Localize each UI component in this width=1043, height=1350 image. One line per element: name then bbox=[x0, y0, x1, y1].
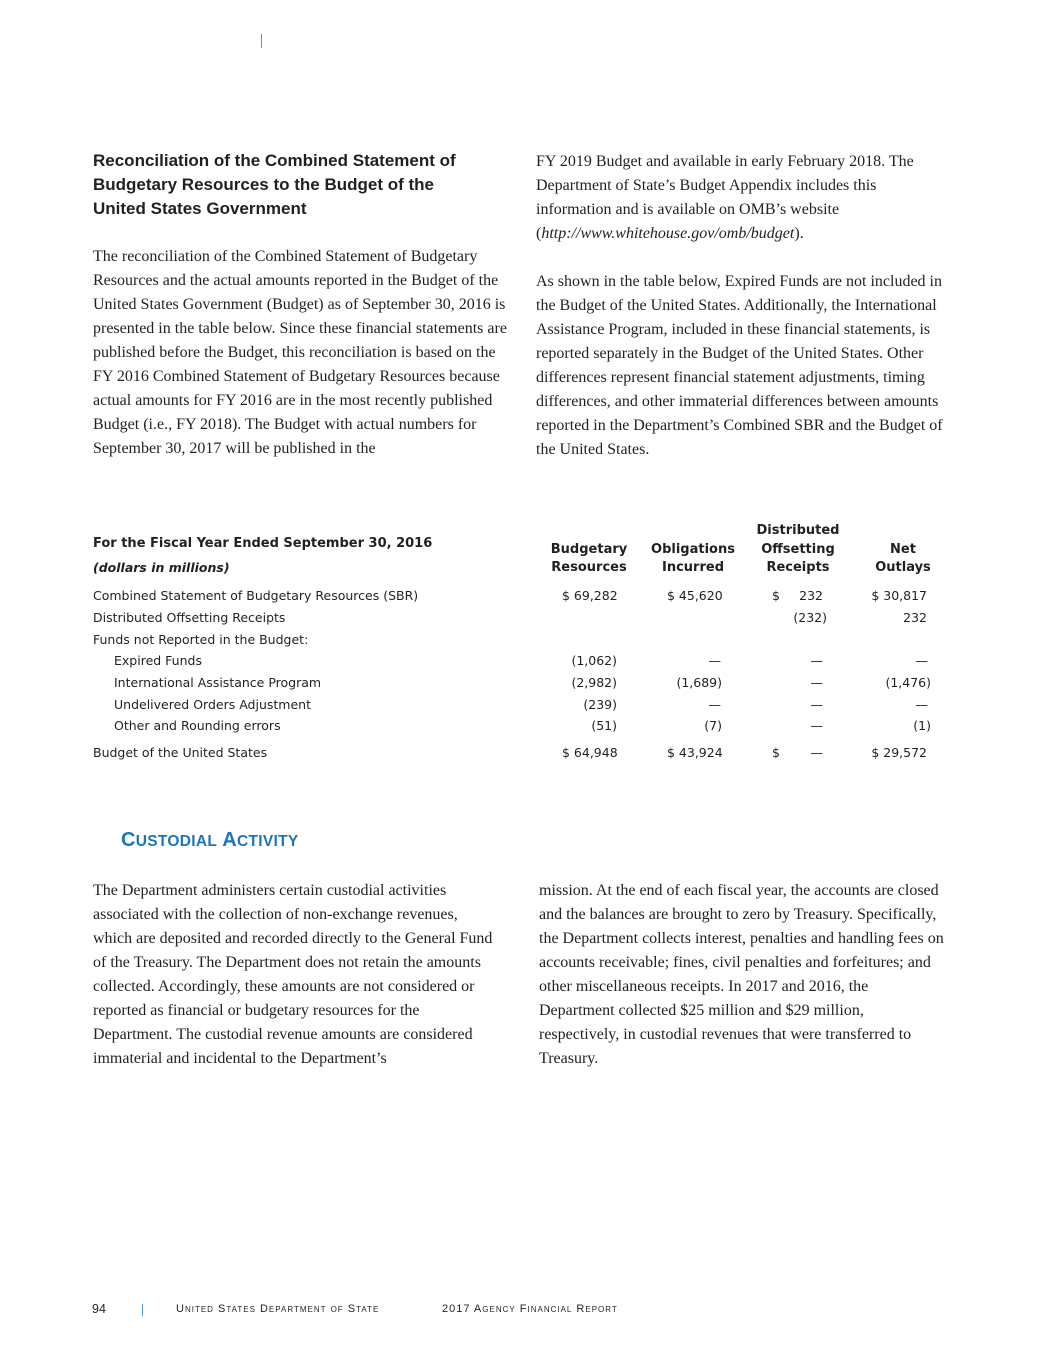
title-initial: A bbox=[222, 829, 237, 851]
table-row bbox=[93, 697, 953, 718]
row-label: Budget of the United States bbox=[93, 745, 268, 760]
distributed-offsetting-value: — bbox=[810, 675, 823, 690]
title-initial: C bbox=[121, 829, 136, 851]
obligations-incurred-value: (1,689) bbox=[676, 675, 722, 690]
column-header-line: Budgetary bbox=[550, 541, 628, 557]
reconciliation-right-column bbox=[536, 150, 954, 462]
column-header-line: Receipts bbox=[766, 560, 830, 575]
column-header-line bbox=[534, 522, 644, 541]
distributed-offsetting-value: — bbox=[810, 653, 823, 668]
page-number: 94 bbox=[92, 1302, 106, 1316]
custodial-right-paragraph: mission. At the end of each fiscal year, the accounts are closed and the balances are brought to zero by Treasury. Specifically, the Department collects interest, penalties and handling fees on accounts receivable; fines, civil penalties and forfeitures; and other miscellaneous receipts. In 2017 and 2016, the Department collected $25 million and $29 million, respectively, in custodial revenues that were transferred to Treasury. bbox=[539, 882, 944, 1067]
row-label: Combined Statement of Budgetary Resources (SBR) bbox=[93, 588, 419, 603]
dollar-sign: $ bbox=[772, 745, 780, 760]
column-header-net-outlays bbox=[848, 522, 958, 578]
distributed-offsetting-value: 232 bbox=[799, 588, 823, 603]
net-outlays-value: $ 29,572 bbox=[871, 745, 927, 760]
header-rule-mark bbox=[261, 34, 262, 48]
budgetary-resources-value: $ 69,282 bbox=[562, 588, 618, 603]
column-header-budgetary-resources bbox=[534, 522, 644, 578]
paragraph-text: FY 2019 Budget and available in early February 2018. The Department of State’s Budget Appendix includes this information and is available on OMB’s website ( bbox=[536, 153, 914, 242]
footer-divider bbox=[142, 1304, 143, 1316]
distributed-offsetting-value: — bbox=[810, 745, 823, 760]
column-header-line: Obligations bbox=[651, 541, 735, 557]
custodial-left-paragraph: The Department administers certain custodial activities associated with the collection of non-exchange revenues, which are deposited and recorded directly to the General Fund of the Treasury. The Department does not retain the amounts collected. Accordingly, these amounts are not considered or reported as financial or budgetary resources for the Department. The custodial revenue amounts are considered immaterial and incidental to the Department’s bbox=[93, 882, 493, 1067]
obligations-incurred-value: — bbox=[708, 653, 721, 668]
column-header-obligations-incurred bbox=[638, 522, 748, 578]
paragraph-text: ). bbox=[794, 225, 804, 242]
page-footer bbox=[0, 1302, 1043, 1318]
net-outlays-value: (1,476) bbox=[885, 675, 931, 690]
table-row bbox=[93, 675, 953, 696]
table-row bbox=[93, 653, 953, 674]
footer-report-title: 2017 Agency Financial Report bbox=[442, 1303, 618, 1315]
obligations-incurred-value: $ 43,924 bbox=[667, 745, 723, 760]
footer-department: United States Department of State bbox=[176, 1303, 380, 1315]
dollar-sign: $ bbox=[772, 588, 780, 603]
net-outlays-value: — bbox=[915, 697, 928, 712]
column-header-line bbox=[638, 522, 748, 541]
column-header-distributed-offsetting-receipts bbox=[743, 522, 853, 578]
net-outlays-value: $ 30,817 bbox=[871, 588, 927, 603]
table-row bbox=[93, 745, 953, 766]
table-title: For the Fiscal Year Ended September 30, 2016 bbox=[93, 536, 433, 551]
column-header-line: Offsetting bbox=[761, 541, 835, 557]
title-rest: USTODIAL bbox=[135, 833, 218, 850]
budgetary-resources-value: $ 64,948 bbox=[562, 745, 618, 760]
budgetary-resources-value: (239) bbox=[583, 697, 617, 712]
row-label: Expired Funds bbox=[114, 653, 202, 668]
distributed-offsetting-value: — bbox=[810, 718, 823, 733]
budgetary-resources-value: (1,062) bbox=[571, 653, 617, 668]
obligations-incurred-value: — bbox=[708, 697, 721, 712]
column-header-line bbox=[848, 522, 958, 541]
table-row bbox=[93, 610, 953, 631]
row-label: Distributed Offsetting Receipts bbox=[93, 610, 286, 625]
column-header-line: Incurred bbox=[662, 560, 724, 575]
obligations-incurred-value: (7) bbox=[704, 718, 722, 733]
reconciliation-heading: Reconciliation of the Combined Statement of Budgetary Resources to the Budget of the United States Government bbox=[93, 151, 456, 218]
reconciliation-right-paragraph-1 bbox=[536, 150, 936, 246]
table-row bbox=[93, 632, 953, 653]
distributed-offsetting-value: — bbox=[810, 697, 823, 712]
row-label: Other and Rounding errors bbox=[114, 718, 281, 733]
omb-budget-link[interactable]: http://www.whitehouse.gov/omb/budget bbox=[541, 225, 795, 242]
reconciliation-right-paragraph-2: As shown in the table below, Expired Funds are not included in the Budget of the United States. Additionally, the International Assistance Program, included in these financial statements, is reported separately in the Budget of the United States. Other differences represent financial statement adjustments, timing differences, and other immaterial differences between amounts reported in the Department’s Combined SBR and the Budget of the United States. bbox=[536, 273, 943, 458]
reconciliation-left-column bbox=[93, 149, 513, 461]
budgetary-resources-value: (51) bbox=[591, 718, 617, 733]
obligations-incurred-value: $ 45,620 bbox=[667, 588, 723, 603]
table-row bbox=[93, 718, 953, 739]
custodial-activity-title bbox=[121, 829, 299, 852]
reconciliation-left-paragraph: The reconciliation of the Combined Statement of Budgetary Resources and the actual amounts reported in the Budget of the United States Government (Budget) as of September 30, 2016 is presented in the table below. Since these financial statements are published before the Budget, this reconciliation is based on the FY 2016 Combined Statement of Budgetary Resources because actual amounts for FY 2016 are in the most recently published Budget (i.e., FY 2018). The Budget with actual numbers for September 30, 2017 will be published in the bbox=[93, 248, 507, 457]
table-units: (dollars in millions) bbox=[93, 560, 230, 575]
table-row bbox=[93, 588, 953, 609]
net-outlays-value: — bbox=[915, 653, 928, 668]
column-header-line: Net bbox=[890, 541, 916, 557]
net-outlays-value: 232 bbox=[903, 610, 927, 625]
column-header-line: Outlays bbox=[875, 560, 931, 575]
net-outlays-value: (1) bbox=[913, 718, 931, 733]
row-label: Funds not Reported in the Budget: bbox=[93, 632, 309, 647]
column-header-line: Resources bbox=[551, 560, 627, 575]
title-rest: CTIVITY bbox=[236, 833, 299, 850]
row-label: International Assistance Program bbox=[114, 675, 322, 690]
column-header-line: Distributed bbox=[756, 523, 840, 538]
budgetary-resources-value: (2,982) bbox=[571, 675, 617, 690]
distributed-offsetting-value: (232) bbox=[793, 610, 827, 625]
row-label: Undelivered Orders Adjustment bbox=[114, 697, 311, 712]
